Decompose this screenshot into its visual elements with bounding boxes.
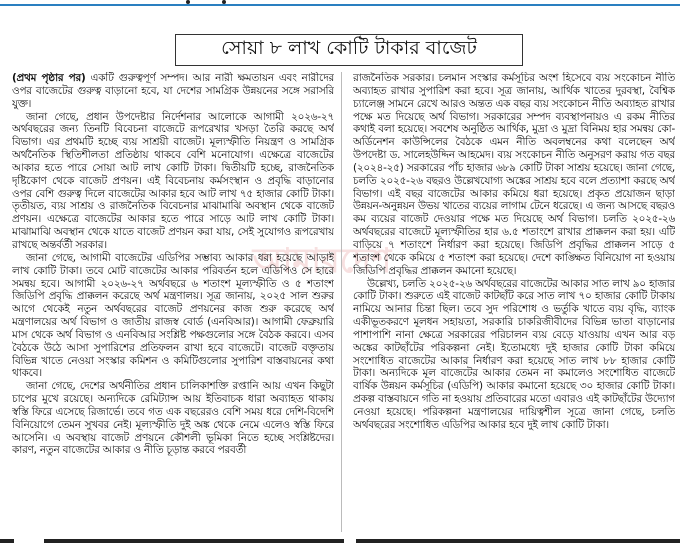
- continuation-label: (প্রথম পৃষ্ঠার পর): [12, 72, 86, 84]
- watermark-text: আমারদেশ: [252, 241, 392, 281]
- column-divider: [341, 72, 342, 532]
- bottom-strip: [0, 536, 680, 545]
- article-paragraph: উল্লেখ্য, চলতি ২০২৫-২৬ অর্থবছরের বাজেটের আকার সাত লাখ ৯০ হাজার কোটি টাকা। শুরুতে এই বাজেট কাটছাঁট করে সাত লাখ ৭০ হাজার কোটি টাকায় নামিয়ে আনার চিন্তা ছিল। তবে সুদ পরিশোধ ও ভর্তুকি খাতে ব্যয় বৃদ্ধি, ব্যাংক একীভূতকরণে মূলধন সহায়তা, সরকারি চাকরিজীবীদের বিভিন্ন ভাতা বাড়ানোর পাশাপাশি নানা ক্ষেত্রে সরকারের পরিচালন ব্যয় বেড়ে যাওয়ায় এখন আর বড় অঙ্কের কাটছাঁটের পরিকল্পনা নেই। ইতোমধ্যে দুই হাজার কোটি টাকা কমিয়ে সংশোধিত বাজেটের আকার নির্ধারণ করা হয়েছে সাত লাখ ৮৮ হাজার কোটি টাকা। অন্যদিকে মূল বাজেটের আকার তেমন না কমালেও সংশোধিত বাজেটে বার্ষিক উন্নয়ন কর্মসূচির (এডিপি) আকার কমানো হয়েছে ৩০ হাজার কোটি টাকা। প্রকল্প বাস্তবায়নে গতি না হওয়ায় প্রতিবারের মতো এবারও এই কাটছাঁটের উদ্যোগ নেওয়া হয়েছে। পরিকল্পনা মন্ত্রণালয়ের দায়িত্বশীল সূত্রে জানা গেছে, চলতি অর্থবছরের সংশোধিত এডিপির আকার হবে দুই লাখ কোটি টাকা।: [353, 277, 675, 431]
- header-blue-rule: [0, 4, 680, 6]
- article-paragraph: [12, 72, 334, 111]
- article-paragraph: জানা গেছে, দেশের অর্থনীতির প্রধান চালিকাশক্তি রপ্তানি আয় এখন কিছুটা চাপের মুখে রয়েছে। অন্যদিকে রেমিট্যান্স আয় ইতিবাচক ধারা অব্যাহত থাকায় স্বস্তি ফিরে এসেছে রিজার্ভে। তবে গত এক বছরেরও বেশি সময় ধরে দেশি-বিদেশি বিনিয়োগে তেমন সুখবর নেই। মূল্যস্ফীতি দুই অঙ্ক থেকে নেমে এলেও স্বস্তি ফিরে আসেনি। এ অবস্থায় বাজেট প্রণয়নে কৌশলী ভূমিকা নিতে হচ্ছে সংশ্লিষ্টদের। কারণ, নতুন বাজেটের আকার ও নীতি চূড়ান্ত করবে পরবর্তী: [12, 380, 334, 457]
- headline: [175, 34, 523, 66]
- article-column-left: [12, 72, 334, 534]
- bottom-rule: [44, 539, 344, 543]
- bottom-rule: [0, 539, 14, 543]
- top-strip: [0, 0, 680, 10]
- headline-text: সোয়া ৮ লাখ কোটি টাকার বাজেট: [221, 37, 477, 59]
- page-edge-mark: [186, 0, 190, 4]
- article-paragraph: জানা গেছে, প্রধান উপদেষ্টার নির্দেশনার আলোকে আগামী ২০২৬-২৭ অর্থবছরের জন্য তিনটি বিবেচনা বাজেটে রূপরেখার খসড়া তৈরি করছে অর্থ বিভাগ। এর প্রথমটি হচ্ছে ব্যয় সাশ্রয়ী বাজেট। মূল্যস্ফীতি নিয়ন্ত্রণ ও সামগ্রিক অর্থনৈতিক স্থিতিশীলতা প্রতিষ্ঠায় থাকবে বেশি মনোযোগ। এক্ষেত্রে বাজেটের আকার হতে পারে সোয়া আট লাখ কোটি টাকা। দ্বিতীয়টি হচ্ছে, রাজনৈতিক দৃষ্টিকোণ থেকে বাজেট প্রণয়ন। এই বিবেচনায় কর্মসংস্থান ও প্রবৃদ্ধি বাড়ানোর ওপর বেশি গুরুত্ব দিলে বাজেটের আকার হবে আট লাখ ৭৫ হাজার কোটি টাকা। তৃতীয়ত, ব্যয় সাশ্রয় ও রাজনৈতিক বিবেচনার মাঝামাঝি অবস্থান থেকে বাজেট প্রণয়ন। এক্ষেত্রে বাজেটের আকার হতে পারে সাড়ে আট লাখ কোটি টাকা। মাঝামাঝি অবস্থান থেকে যাতে বাজেট প্রণয়ন করা যায়, সেই সুযোগও রূপরেখায় রাখছে অন্তর্বর্তী সরকার।: [12, 110, 334, 251]
- page-edge-mark: [222, 0, 226, 4]
- article-paragraph: জানা গেছে, আগামী বাজেটের এডিপির সম্ভাব্য আকার ধরা হয়েছে আড়াই লাখ কোটি টাকা। তবে মোট বাজেটের আকার পরিবর্তন হলে এডিপিও সে হারে সমন্বয় হবে। আগামী ২০২৬-২৭ অর্থবছরে ৬ শতাংশ মূল্যস্ফীতি ও ৫ শতাংশ জিডিপি প্রবৃদ্ধি প্রাক্কলন করেছে অর্থ মন্ত্রণালয়। সূত্র জানায়, ২০২৫ সাল শুরুর আগে থেকেই নতুন অর্থবছরের বাজেট প্রণয়নের কাজ শুরু করেছে অর্থ মন্ত্রণালয়ের অর্থ বিভাগ ও জাতীয় রাজস্ব বোর্ড (এনবিআর)। আগামী ফেব্রুয়ারি মাস থেকে অর্থ বিভাগ ও এনবিআর সংশ্লিষ্ট পক্ষগুলোর সঙ্গে বৈঠক করবে। এসব বৈঠকে উঠে আসা সুপারিশের প্রতিফলন রাখা হবে বাজেটে। বাজেট বক্তৃতায় বিভিন্ন খাতে নেওয়া সংস্কার কমিশন ও কমিটিগুলোর সুপারিশ বাস্তবায়নের কথা থাকবে।: [12, 251, 334, 380]
- article-paragraph: রাজনৈতিক সরকার। চলমান সংস্কার কর্মসূচির অংশ হিসেবে ব্যয় সংকোচন নীতি অব্যাহত রাখার সুপারিশ করা হবে। সূত্র জানায়, আর্থিক খাতের দুরবস্থা, বৈশ্বিক চ্যালেঞ্জ সামনে রেখে আরও অন্তত এক বছর ব্যয় সংকোচন নীতি অব্যাহত রাখার পক্ষে মত দিয়েছে অর্থ বিভাগ। সরকারের সম্পদ ব্যবস্থাপনায়ও এ রকম নীতির কথাই বলা হয়েছে। সবশেষ অনুষ্ঠিত আর্থিক, মুদ্রা ও মুদ্রা বিনিময় হার সমন্বয় কো-অর্ডিনেশন কাউন্সিলের বৈঠকে এমন নীতি অবলম্বনের কথা বলেছেন অর্থ উপদেষ্টা ড. সালেহউদ্দিন আহমেদ। ব্যয় সংকোচন নীতি অনুসরণ করায় গত বছর (২০২৪-২৫) সরকারের পাঁচ হাজার ৬৮৯ কোটি টাকা সাশ্রয় হয়েছে। জানা গেছে, চলতি ২০২৫-২৬ বছরও উল্লেখযোগ্য অঙ্কের সাশ্রয় হবে বলে প্রত্যাশা করছে অর্থ বিভাগ। এই বছর বাজেটের আকার কমিয়ে ধরা হয়েছে। প্রকৃত প্রয়োজন ছাড়া উন্নয়ন-অনুন্নয়ন উভয় খাতের ব্যয়ের লাগাম টেনে ধরেছে। এ জন্য আসছে বছরও কম ব্যয়ের বাজেট দেওয়ার পক্ষে মত দিয়েছে অর্থ বিভাগ। চলতি ২০২৫-২৬ অর্থবছরের বাজেটে মূল্যস্ফীতির হার ৬.৫ শতাংশে রাখার প্রাক্কলন করা হয়। এটি বাড়িয়ে ৭ শতাংশে নির্ধারণ করা হয়েছে। জিডিপি প্রবৃদ্ধির প্রাক্কলন সাড়ে ৫ শতাংশ থেকে কমিয়ে ৫ শতাংশ করা হয়েছে। দেশে কাঙ্ক্ষিত বিনিয়োগ না হওয়ায় জিডিপি প্রবৃদ্ধির প্রাক্কলন কমানো হয়েছে।: [353, 72, 675, 277]
- lead-text: একটি গুরুত্বপূর্ণ সম্পদ। আর নারী ক্ষমতায়ন এবং নারীদের ওপর বাজেটের গুরুত্ব বাড়ানো হবে, যা দেশের সামগ্রিক উন্নয়নের সঙ্গে সরাসরি যুক্ত।: [12, 72, 334, 110]
- article-column-right: [353, 72, 675, 534]
- bottom-rule: [356, 539, 680, 543]
